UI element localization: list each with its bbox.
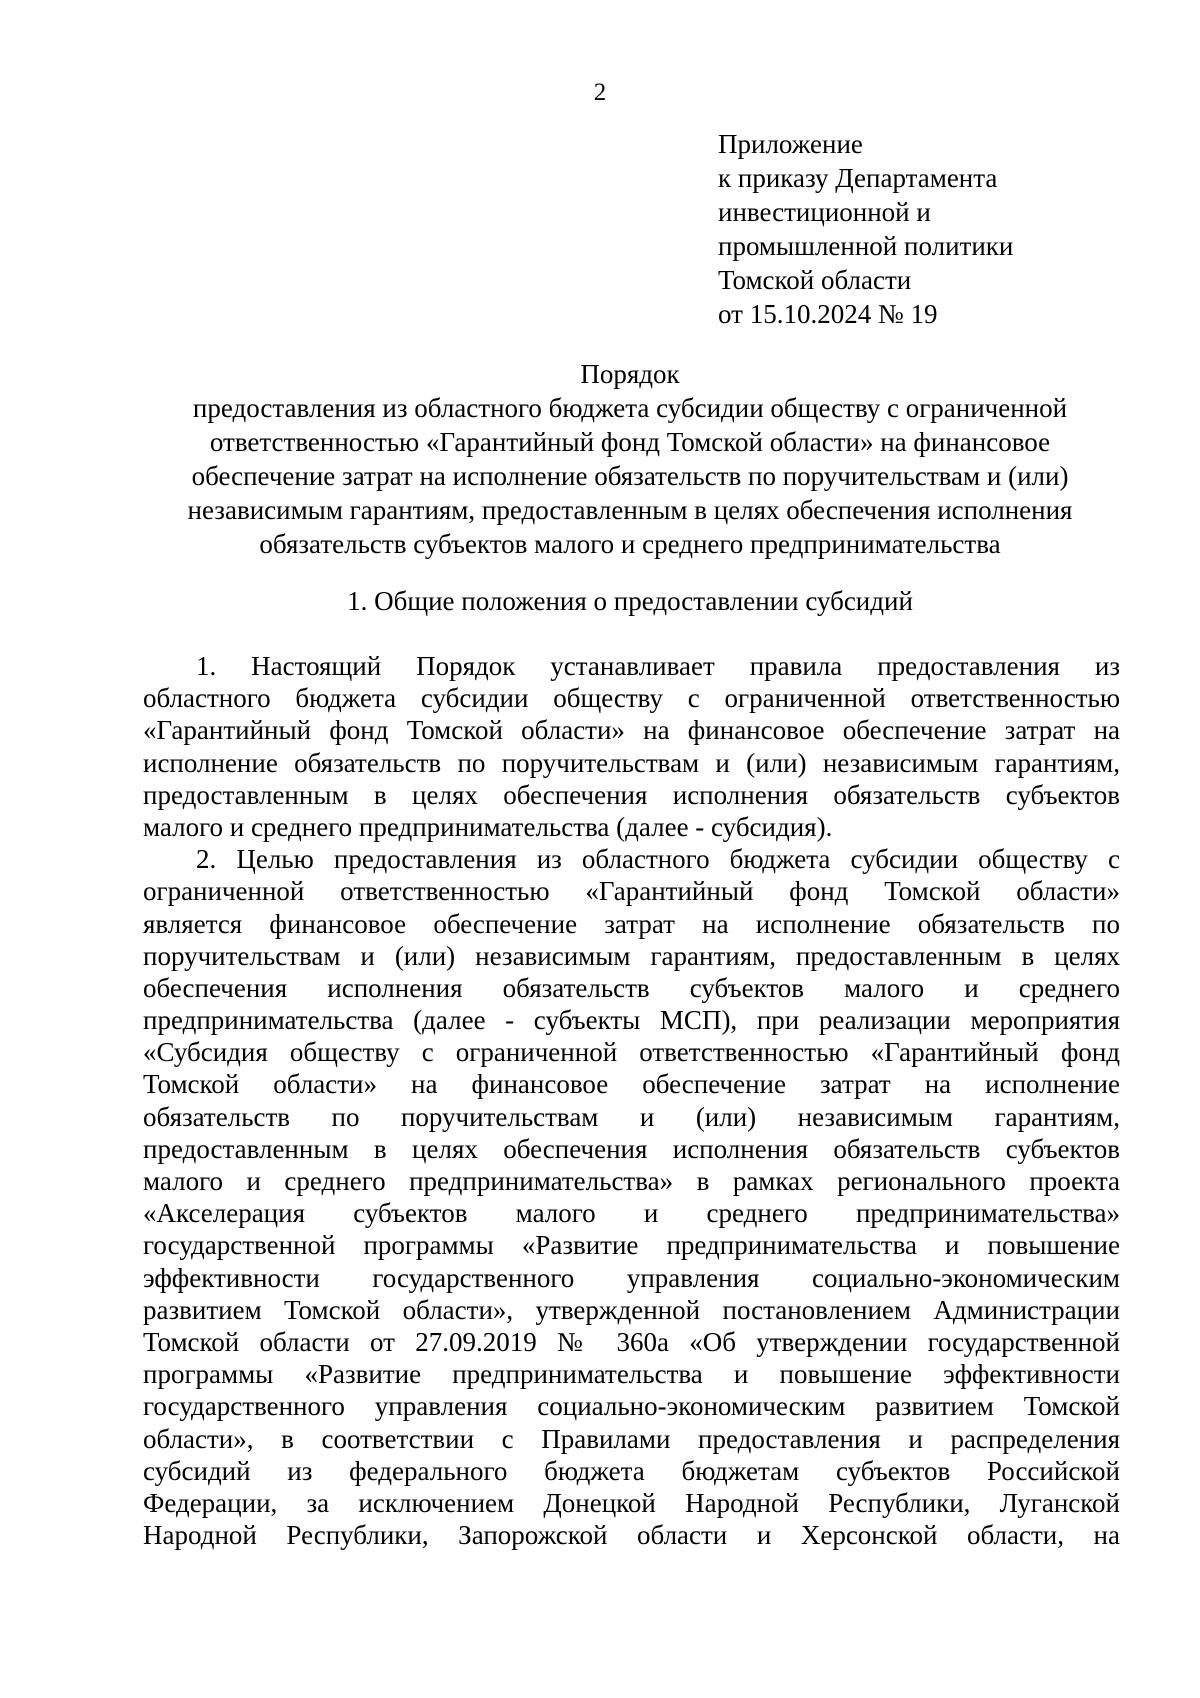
appendix-line: к приказу Департамента [718,163,998,193]
text-line: малого и среднего предпринимательства (далее - субсидия). [143,811,833,842]
text-line: 2. Целью предоставления из областного бюджета субсидии обществу с [196,844,1120,875]
text-line: 1. Настоящий Порядок устанавливает правила предоставления из [196,651,1120,681]
title-line: обязательств субъектов малого и среднего предпринимательства [259,529,1001,559]
text-line: поручительствам и (или) независимым гарантиям, предоставленным в целях [143,940,1120,971]
paragraph-1 [143,650,1120,843]
text-line: Томской области от 27.09.2019 № 360а «Об утверждении государственной [143,1326,1120,1357]
appendix-line: инвестиционной и [718,197,931,227]
title-line: независимым гарантиям, предоставленным в целях обеспечения исполнения [187,495,1073,525]
document-body [143,650,1120,1551]
text-line: обязательств по поручительствам и (или) независимым гарантиям, [143,1101,1120,1132]
text-line: предпринимательства (далее - субъекты МСП), при реализации мероприятия [143,1005,1120,1036]
text-line: государственного управления социально-экономическим развитием Томской [143,1391,1120,1422]
text-line: предоставленным в целях обеспечения исполнения обязательств субъектов [143,779,1120,810]
text-line: «Гарантийный фонд Томской области» на финансовое обеспечение затрат на [143,715,1120,746]
text-line: Народной Республики, Запорожской области и Херсонской области, на [143,1520,1120,1551]
title-line: ответственностью «Гарантийный фонд Томской области» на финансовое [209,427,1051,457]
document-title [140,357,1120,561]
appendix-line: Томской области [718,265,912,295]
text-line: программы «Развитие предпринимательства и повышение эффективности [143,1359,1120,1390]
text-line: малого и среднего предпринимательства» в рамках регионального проекта [143,1166,1120,1196]
text-line: области», в соответствии с Правилами предоставления и распределения [143,1423,1120,1454]
appendix-line: от 15.10.2024 № 19 [718,299,938,329]
text-line: развитием Томской области», утвержденной постановлением Администрации [143,1294,1120,1325]
text-line: предоставленным в целях обеспечения исполнения обязательств субъектов [143,1133,1120,1164]
text-line: Томской области» на финансовое обеспечение затрат на исполнение [143,1069,1120,1100]
text-line: субсидий из федерального бюджета бюджетам субъектов Российской [143,1455,1120,1486]
text-line: Федерации, за исключением Донецкой Народной Республики, Луганской [143,1487,1120,1518]
appendix-line: Приложение [718,129,863,159]
text-line: государственной программы «Развитие предпринимательства и повышение [143,1230,1120,1261]
text-line: «Субсидия обществу с ограниченной ответственностью «Гарантийный фонд [143,1037,1120,1068]
text-line: «Акселерация субъектов малого и среднего предпринимательства» [143,1198,1120,1229]
paragraph-2 [143,843,1120,1551]
appendix-block [718,127,1138,331]
title-line: Порядок [580,359,680,389]
title-line: обеспечение затрат на исполнение обязательств по поручительствам и (или) [191,461,1069,491]
section-heading: 1. Общие положения о предоставлении субсидий [347,586,913,616]
text-line: эффективности государственного управления социально-экономическим [143,1262,1120,1293]
page-number: 2 [593,79,607,106]
text-line: является финансовое обеспечение затрат на исполнение обязательств по [143,908,1120,939]
text-line: обеспечения исполнения обязательств субъектов малого и среднего [143,972,1120,1003]
text-line: исполнение обязательств по поручительствам и (или) независимым гарантиям, [143,747,1120,778]
text-line: областного бюджета субсидии обществу с ограниченной ответственностью [143,683,1120,714]
appendix-line: промышленной политики [718,231,1014,261]
title-line: предоставления из областного бюджета субсидии обществу с ограниченной [192,393,1068,423]
text-line: ограниченной ответственностью «Гарантийный фонд Томской области» [143,876,1120,907]
